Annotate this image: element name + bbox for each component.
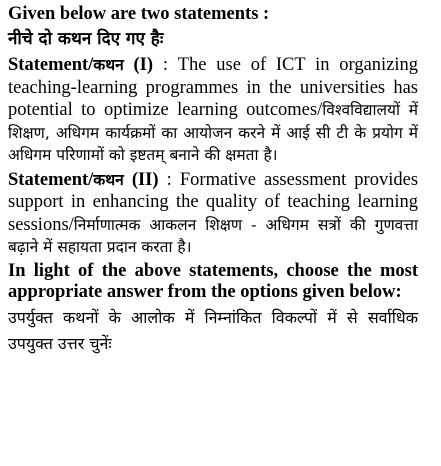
- statement-1-colon: :: [162, 55, 168, 75]
- statement-2-text-hi: निर्माणात्मक आकलन शिक्षण - अधिगम सत्रों की गुणवत्ता बढ़ाने में सहायता प्रदान करता है।: [8, 215, 418, 256]
- statement-2-colon: :: [166, 169, 172, 190]
- intro-hindi: नीचे दो कथन दिए गए हैः: [8, 29, 164, 49]
- statement-1-number: (I): [133, 55, 154, 75]
- statement-2-text-en: Formative assessment provides support in enhancing the quality of teaching learning sessions: [8, 169, 419, 235]
- statement-2: [8, 169, 418, 259]
- statement-2-number: (II): [131, 169, 159, 190]
- statement-2-label-hi: कथन: [93, 170, 124, 189]
- question-english: In light of the above statements, choose the most appropriate answer from the options given below:: [8, 260, 418, 302]
- statement-1-label-hi: कथन: [93, 56, 124, 74]
- statement-2-label-en: Statement: [8, 169, 89, 190]
- statement-1-label-en: Statement: [8, 55, 89, 75]
- statement-1-text-en: The use of ICT in organizing teaching-learning programmes in the universities has potential to optimize learning outcomes: [8, 55, 419, 120]
- statement-2-label-sep: /: [88, 169, 94, 190]
- intro-english: Given below are two statements :: [8, 4, 270, 24]
- statement-1-text-sep: /: [317, 100, 323, 120]
- statement-1-text-hi: विश्वविद्यालयों में शिक्षण, अधिगम कार्यक्रमों का आयोजन करने में आई सी टी के प्रयोग में अधिगम परिणामों को इष्टतम् बनाने की क्षमता है।: [8, 101, 418, 164]
- statement-1: [8, 54, 418, 167]
- question-document: [8, 4, 418, 357]
- question-hindi: उपर्युक्त कथनों के आलोक में निम्नांकित विकल्पों में से सर्वाधिक उपयुक्त उत्तर चुनेंः: [8, 307, 418, 353]
- statement-2-text-sep: /: [68, 214, 74, 235]
- statement-1-label-sep: /: [88, 55, 94, 75]
